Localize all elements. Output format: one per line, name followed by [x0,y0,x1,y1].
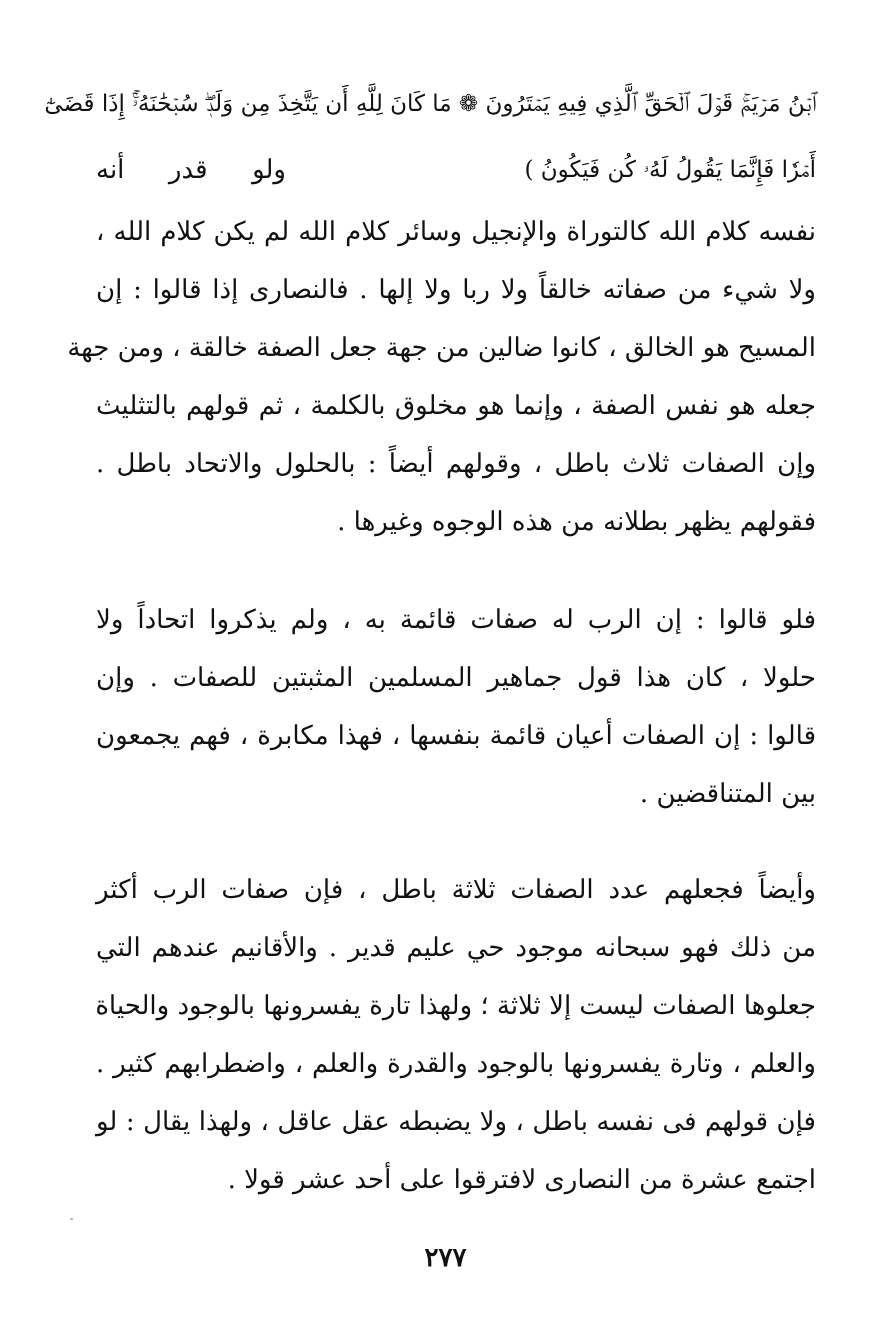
paragraph-3-line-2: من ذلك فهو سبحانه موجود حي عليم قدير . والأقانيم عندهم التي [96,933,816,963]
paragraph-3-line-3: جعلوها الصفات ليست إلا ثلاثة ؛ ولهذا تارة يفسرونها بالوجود والحياة [95,991,816,1021]
quran-verse-line-1: ٱبۡنُ مَرۡيَمَۚ قَوۡلَ ٱلۡحَقِّ ٱلَّذِي فِيهِ يَمۡتَرُونَ ❁ مَا كَانَ لِلَّهِ أَن يَتَّخِذَ مِن وَلَدٖۖ سُبۡحَٰنَهُۥٓۚ إِذَا قَضَىٰٓ [44,91,816,117]
paragraph-1-line-1: ولو قدر أنه [96,155,286,185]
paragraph-2-line-4: بين المتناقضين . [639,779,816,809]
paragraph-1-line-4: المسيح هو الخالق ، كانوا ضالين من جهة جعل الصفة خالقة ، ومن جهة [67,333,816,363]
paragraph-1-line-3: ولا شيء من صفاته خالقاً ولا ربا ولا إلها . فالنصارى إذا قالوا : إن [96,275,816,305]
paragraph-3-line-6: اجتمع عشرة من النصارى لافترقوا على أحد عشر قولا . [227,1165,816,1195]
paragraph-3-line-4: والعلم ، وتارة يفسرونها بالوجود والقدرة والعلم ، واضطرابهم كثير . [96,1049,816,1079]
paragraph-1-line-5: جعله هو نفس الصفة ، وإنما هو مخلوق بالكلمة ، ثم قولهم بالتثليث [96,391,816,421]
paragraph-1-line-7: فقولهم يظهر بطلانه من هذه الوجوه وغيرها . [337,507,816,537]
paragraph-2-line-3: قالوا : إن الصفات أعيان قائمة بنفسها ، فهذا مكابرة ، فهم يجمعون [96,721,816,751]
quran-verse-line-2: أَمۡرٗا فَإِنَّمَا يَقُولُ لَهُۥ كُن فَيَكُونُ ) [524,157,816,183]
paragraph-2-line-2: حلولا ، كان هذا قول جماهير المسلمين المثبتين للصفات . وإن [96,663,816,693]
paragraph-2-line-1: فلو قالوا : إن الرب له صفات قائمة به ، ولم يذكروا اتحاداً ولا [96,605,816,635]
paragraph-3-line-5: فإن قولهم فى نفسه باطل ، ولا يضبطه عقل عاقل ، ولهذا يقال : لو [96,1107,816,1137]
page-number: ٢٧٧ [424,1243,467,1273]
paragraph-1-line-6: وإن الصفات ثلاث باطل ، وقولهم أيضاً : بالحلول والاتحاد باطل . [96,449,816,479]
paragraph-1-line-2: نفسه كلام الله كالتوراة والإنجيل وسائر كلام الله لم يكن كلام الله ، [96,217,816,247]
scan-speck [70,1218,73,1220]
paragraph-3-line-1: وأيضاً فجعلهم عدد الصفات ثلاثة باطل ، فإن صفات الرب أكثر [96,875,816,905]
